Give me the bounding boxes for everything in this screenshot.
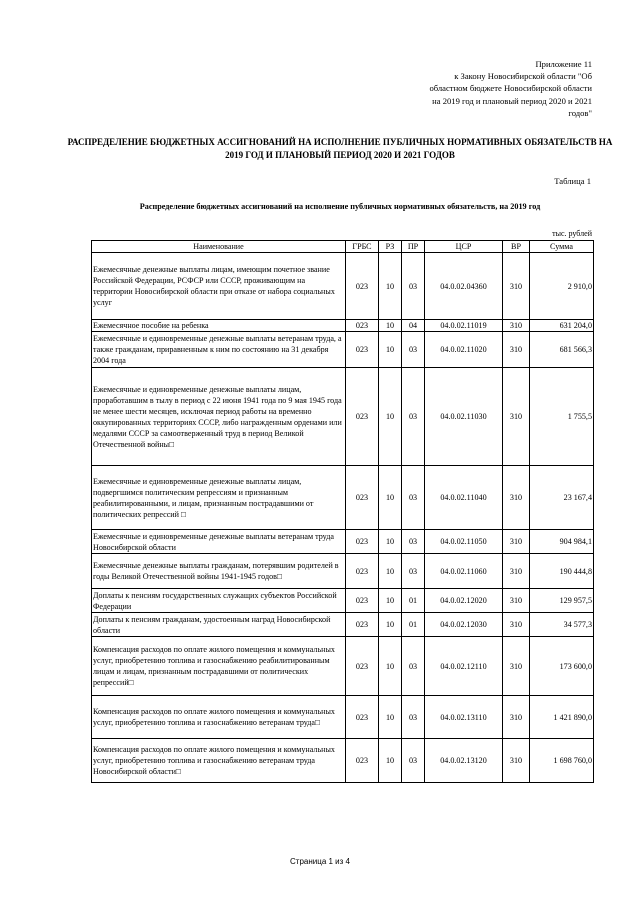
row-pr: 03 [402, 332, 425, 368]
appendix-note [342, 58, 592, 119]
row-sum: 129 957,5 [530, 589, 594, 613]
row-csr: 04.0.02.13110 [425, 696, 503, 739]
header-vr: ВР [503, 241, 530, 253]
row-pr: 03 [402, 368, 425, 466]
row-vr: 310 [503, 589, 530, 613]
row-name: Ежемесячные денежные выплаты лицам, имеющим почетное звание Российской Федерации, РСФСР или СССР, проживающим на территории Новосибирской области при отказе от набора социальных услуг [92, 253, 346, 320]
row-grbs: 023 [346, 613, 379, 637]
row-vr: 310 [503, 530, 530, 554]
row-name: Доплаты к пенсиям гражданам, удостоенным наград Новосибирской области [92, 613, 346, 637]
row-name: Ежемесячное пособие на ребенка [92, 320, 346, 332]
row-vr: 310 [503, 637, 530, 696]
header-sum: Сумма [530, 241, 594, 253]
row-pr: 03 [402, 466, 425, 530]
table-row [92, 554, 594, 589]
table-row [92, 589, 594, 613]
row-grbs: 023 [346, 554, 379, 589]
row-vr: 310 [503, 466, 530, 530]
row-sum: 1 421 890,0 [530, 696, 594, 739]
appendix-line: Приложение 11 [535, 59, 592, 69]
row-vr: 310 [503, 696, 530, 739]
row-name: Компенсация расходов по оплате жилого помещения и коммунальных услуг, приобретению топлива и газоснабжению реабилитированным лицам и лицам, признанным пострадавшими от политических репрессий□ [92, 637, 346, 696]
row-vr: 310 [503, 253, 530, 320]
table-number: Таблица 1 [554, 176, 591, 186]
row-name: Ежемесячные и единовременные денежные выплаты ветеранам труда, а также гражданам, приравненным к ним по состоянию на 31 декабря 2004 года [92, 332, 346, 368]
table-row [92, 253, 594, 320]
row-name: Ежемесячные и единовременные денежные выплаты ветеранам труда Новосибирской области [92, 530, 346, 554]
row-rz: 10 [379, 368, 402, 466]
row-rz: 10 [379, 613, 402, 637]
header-rz: РЗ [379, 241, 402, 253]
budget-table [91, 240, 594, 783]
row-grbs: 023 [346, 320, 379, 332]
row-grbs: 023 [346, 368, 379, 466]
row-rz: 10 [379, 332, 402, 368]
document-title: РАСПРЕДЕЛЕНИЕ БЮДЖЕТНЫХ АССИГНОВАНИЙ НА ИСПОЛНЕНИЕ ПУБЛИЧНЫХ НОРМАТИВНЫХ ОБЯЗАТЕЛЬСТВ НА 2019 ГОД И ПЛАНОВЫЙ ПЕРИОД 2020 И 2021 ГОДОВ [67, 137, 613, 160]
row-csr: 04.0.02.13120 [425, 739, 503, 783]
appendix-line: к Закону Новосибирской области "Об [454, 71, 592, 82]
row-csr: 04.0.02.12030 [425, 613, 503, 637]
appendix-line: на 2019 год и плановый период 2020 и 2021 [432, 95, 592, 106]
row-pr: 03 [402, 637, 425, 696]
row-pr: 01 [402, 589, 425, 613]
row-grbs: 023 [346, 739, 379, 783]
row-pr: 03 [402, 253, 425, 320]
row-name: Компенсация расходов по оплате жилого помещения и коммунальных услуг, приобретению топлива и газоснабжению ветеранам труда Новосибирской области□ [92, 739, 346, 783]
header-pr: ПР [402, 241, 425, 253]
row-csr: 04.0.02.12020 [425, 589, 503, 613]
table-row [92, 637, 594, 696]
table-row [92, 320, 594, 332]
row-rz: 10 [379, 637, 402, 696]
row-csr: 04.0.02.11050 [425, 530, 503, 554]
row-sum: 173 600,0 [530, 637, 594, 696]
row-sum: 1 698 760,0 [530, 739, 594, 783]
header-csr: ЦСР [425, 241, 503, 253]
table-row [92, 332, 594, 368]
row-csr: 04.0.02.11019 [425, 320, 503, 332]
row-sum: 190 444,8 [530, 554, 594, 589]
row-grbs: 023 [346, 589, 379, 613]
row-sum: 23 167,4 [530, 466, 594, 530]
row-rz: 10 [379, 253, 402, 320]
row-sum: 34 577,3 [530, 613, 594, 637]
row-rz: 10 [379, 466, 402, 530]
row-csr: 04.0.02.04360 [425, 253, 503, 320]
table-row [92, 696, 594, 739]
table-subtitle: Распределение бюджетных ассигнований на исполнение публичных нормативных обязательств, на 2019 год [139, 202, 541, 211]
row-name: Компенсация расходов по оплате жилого помещения и коммунальных услуг, приобретению топлива и газоснабжению ветеранам труда□ [92, 696, 346, 739]
row-pr: 03 [402, 530, 425, 554]
table-row [92, 368, 594, 466]
row-grbs: 023 [346, 696, 379, 739]
header-grbs: ГРБС [346, 241, 379, 253]
row-grbs: 023 [346, 332, 379, 368]
row-sum: 2 910,0 [530, 253, 594, 320]
row-pr: 01 [402, 613, 425, 637]
row-vr: 310 [503, 320, 530, 332]
row-grbs: 023 [346, 637, 379, 696]
row-name: Ежемесячные денежные выплаты гражданам, потерявшим родителей в годы Великой Отечественной войны 1941-1945 годов□ [92, 554, 346, 589]
row-grbs: 023 [346, 530, 379, 554]
row-name: Ежемесячные и единовременные денежные выплаты лицам, подвергшимся политическим репрессиям и признанным реабилитированными, и лицам, признанным пострадавшими от политических репрессий □ [92, 466, 346, 530]
units-label: тыс. рублей [552, 229, 592, 238]
row-pr: 03 [402, 696, 425, 739]
row-vr: 310 [503, 739, 530, 783]
table-row [92, 530, 594, 554]
row-rz: 10 [379, 530, 402, 554]
row-vr: 310 [503, 613, 530, 637]
table-header-row [92, 241, 594, 253]
row-csr: 04.0.02.11020 [425, 332, 503, 368]
row-rz: 10 [379, 589, 402, 613]
row-sum: 631 204,0 [530, 320, 594, 332]
row-sum: 681 566,3 [530, 332, 594, 368]
row-rz: 10 [379, 696, 402, 739]
header-name: Наименование [92, 241, 346, 253]
row-name: Доплаты к пенсиям государственных служащих субъектов Российской Федерации [92, 589, 346, 613]
row-rz: 10 [379, 554, 402, 589]
row-pr: 03 [402, 554, 425, 589]
row-rz: 10 [379, 739, 402, 783]
row-csr: 04.0.02.11060 [425, 554, 503, 589]
row-sum: 904 984,1 [530, 530, 594, 554]
row-csr: 04.0.02.12110 [425, 637, 503, 696]
row-csr: 04.0.02.11040 [425, 466, 503, 530]
page-footer: Страница 1 из 4 [290, 857, 350, 866]
row-vr: 310 [503, 368, 530, 466]
table-row [92, 613, 594, 637]
row-pr: 03 [402, 739, 425, 783]
row-pr: 04 [402, 320, 425, 332]
table-row [92, 466, 594, 530]
table-row [92, 739, 594, 783]
row-vr: 310 [503, 554, 530, 589]
row-grbs: 023 [346, 253, 379, 320]
row-vr: 310 [503, 332, 530, 368]
row-rz: 10 [379, 320, 402, 332]
row-sum: 1 755,5 [530, 368, 594, 466]
appendix-line: областном бюджете Новосибирской области [429, 83, 592, 94]
appendix-line: годов" [568, 107, 592, 118]
row-csr: 04.0.02.11030 [425, 368, 503, 466]
row-grbs: 023 [346, 466, 379, 530]
row-name: Ежемесячные и единовременные денежные выплаты лицам, проработавшим в тылу в период с 22 июня 1941 года по 9 мая 1945 года не менее шести месяцев, исключая период работы на временно оккупированных территориях СССР, либо награжденным орденами или медалями СССР за самоотверженный труд в период Великой Отечественной войны□ [92, 368, 346, 466]
